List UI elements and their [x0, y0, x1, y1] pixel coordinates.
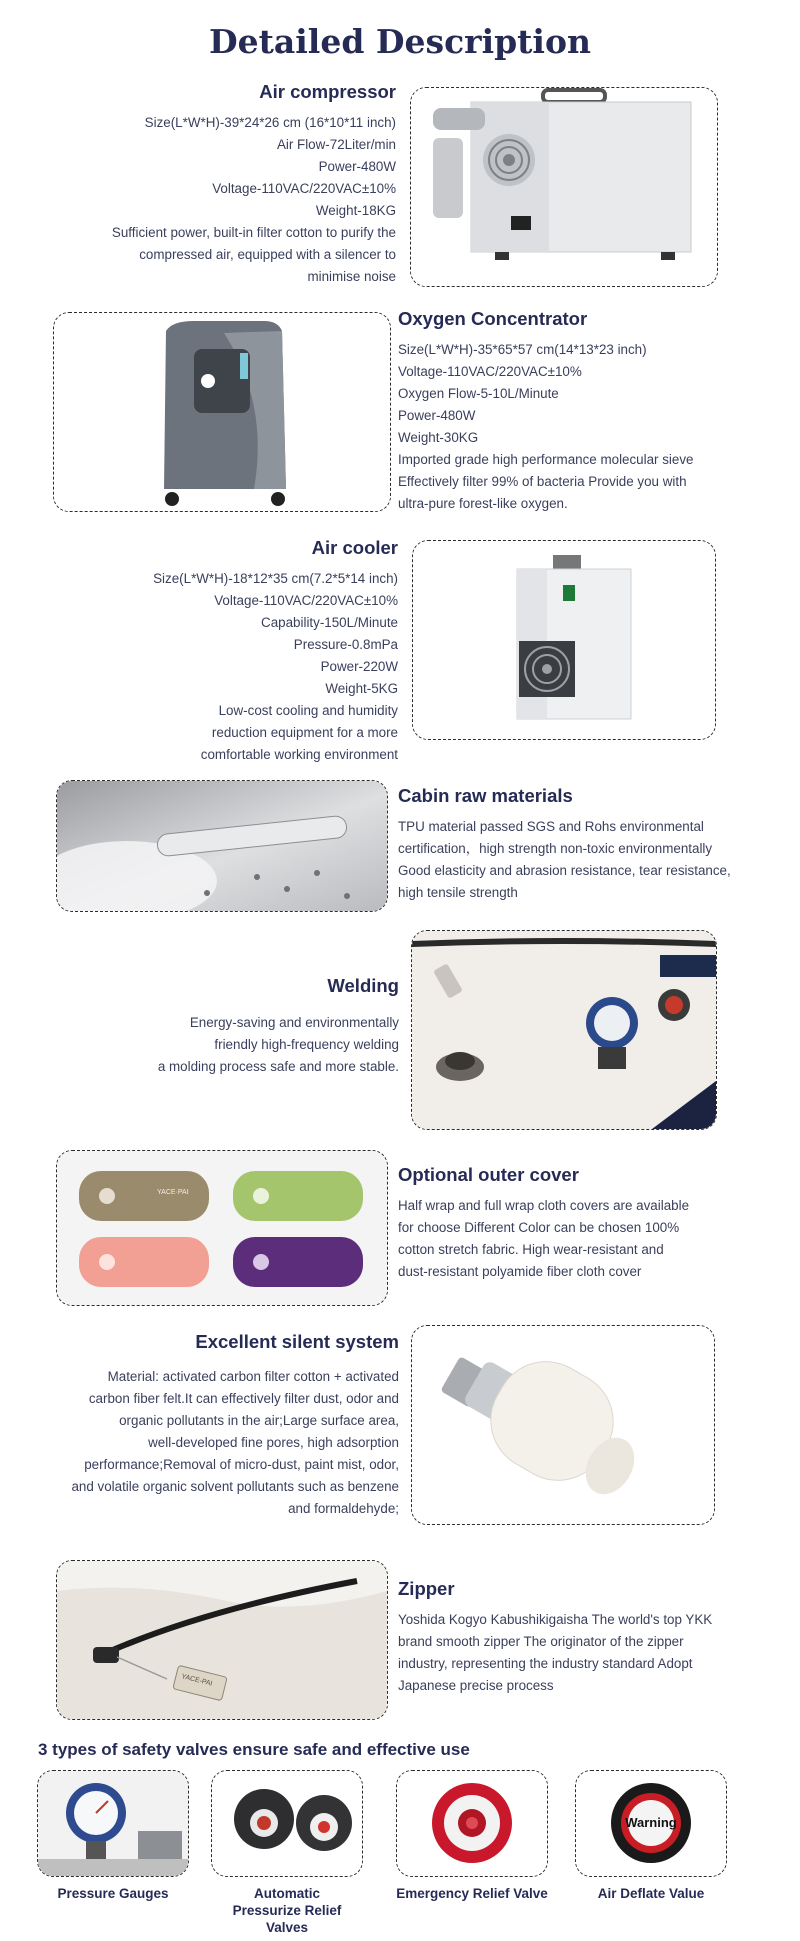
spec-line: Power-220W — [320, 659, 398, 674]
zipper-heading: Zipper — [398, 1578, 455, 1599]
warning-label: Warning — [625, 1815, 677, 1830]
oxygen-concentrator-image — [53, 312, 391, 512]
pressure-gauge-image — [37, 1770, 189, 1877]
silent-system-heading: Excellent silent system — [195, 1331, 399, 1352]
silencer-image — [411, 1325, 715, 1525]
outer-cover-image — [56, 1150, 388, 1306]
desc-line: reduction equipment for a more — [211, 725, 398, 740]
desc-line: Sufficient power, built-in filter cotton to purify the — [111, 225, 396, 240]
valve-label-pressure-gauges — [37, 1885, 189, 1902]
spec-line: Voltage-110VAC/220VAC±10% — [214, 593, 398, 608]
spec-line: Size(L*W*H)-35*65*57 cm(14*13*23 inch) — [398, 342, 647, 357]
spec-line: Weight-30KG — [398, 430, 479, 445]
valve-label-automatic — [211, 1885, 363, 1936]
desc-line: dust-resistant polyamide fiber cloth cover — [398, 1264, 642, 1279]
desc-line: certification，high strength non-toxic environmentally — [398, 841, 713, 856]
air-cooler-heading: Air cooler — [311, 537, 398, 558]
desc-line: Imported grade high performance molecular sieve — [398, 452, 694, 467]
valve-automatic-relief — [211, 1770, 363, 1936]
safety-valves-title: 3 types of safety valves ensure safe and effective use — [38, 1740, 470, 1759]
zipper-text — [398, 1577, 788, 1697]
desc-line: carbon fiber felt.It can effectively filter dust, odor and — [88, 1391, 399, 1406]
desc-line: Half wrap and full wrap cloth covers are available — [398, 1198, 690, 1213]
spec-line: Power-480W — [318, 159, 396, 174]
welding-image — [411, 930, 717, 1130]
air-deflate-valve-image — [575, 1770, 727, 1877]
zipper-tag-brand: YACE-PAI — [180, 1673, 214, 1688]
desc-line: performance;Removal of micro-dust, paint mist, odor, — [84, 1457, 399, 1472]
desc-line: Low-cost cooling and humidity — [218, 703, 398, 718]
desc-line: and formaldehyde; — [288, 1501, 399, 1516]
spec-line: Capability-150L/Minute — [261, 615, 398, 630]
spec-line: Voltage-110VAC/220VAC±10% — [212, 181, 396, 196]
valve-label-line: Emergency Relief Valve — [396, 1886, 548, 1901]
desc-line: for choose Different Color can be chosen 100% — [398, 1220, 680, 1235]
desc-line: high tensile strength — [398, 885, 518, 900]
desc-line: Energy-saving and environmentally — [189, 1015, 399, 1030]
zipper-image — [56, 1560, 388, 1720]
cabin-raw-materials-image — [56, 780, 388, 912]
desc-line: compressed air, equipped with a silencer to — [139, 247, 396, 262]
air-cooler-image — [412, 540, 716, 740]
automatic-relief-valve-image — [211, 1770, 363, 1877]
air-cooler-text — [38, 536, 398, 766]
spec-line: Pressure-0.8mPa — [293, 637, 398, 652]
desc-line: and volatile organic solvent pollutants such as benzene — [71, 1479, 399, 1494]
welding-heading: Welding — [327, 975, 399, 996]
spec-line: Oxygen Flow-5-10L/Minute — [398, 386, 559, 401]
valve-emergency-relief — [396, 1770, 548, 1902]
air-compressor-heading: Air compressor — [259, 81, 396, 102]
desc-line: minimise noise — [307, 269, 396, 284]
outer-cover-text — [398, 1163, 788, 1283]
spec-line: Weight-18KG — [315, 203, 396, 218]
spec-line: Power-480W — [398, 408, 476, 423]
valve-label-line: Automatic — [253, 1886, 320, 1901]
silent-system-text — [19, 1330, 399, 1520]
desc-line: brand smooth zipper The originator of the zipper — [398, 1634, 684, 1649]
valve-label-air-deflate — [575, 1885, 727, 1902]
desc-line: Japanese precise process — [398, 1678, 554, 1693]
outer-cover-heading: Optional outer cover — [398, 1164, 579, 1185]
spec-line: Air Flow-72Liter/min — [276, 137, 396, 152]
valve-air-deflate — [575, 1770, 727, 1902]
desc-line: friendly high-frequency welding — [214, 1037, 399, 1052]
desc-line: cotton stretch fabric. High wear-resistant and — [398, 1242, 664, 1257]
spec-line: Voltage-110VAC/220VAC±10% — [398, 364, 582, 379]
desc-line: ultra-pure forest-like oxygen. — [398, 496, 568, 511]
desc-line: a molding process safe and more stable. — [157, 1059, 399, 1074]
spec-line: Size(L*W*H)-18*12*35 cm(7.2*5*14 inch) — [153, 571, 398, 586]
desc-line: TPU material passed SGS and Rohs environmental — [398, 819, 704, 834]
oxygen-concentrator-heading: Oxygen Concentrator — [398, 308, 588, 329]
desc-line: Material: activated carbon filter cotton + activated — [107, 1369, 399, 1384]
desc-line: industry, representing the industry standard Adopt — [398, 1656, 693, 1671]
air-compressor-image — [410, 87, 718, 287]
valve-label-line: Air Deflate Value — [597, 1886, 705, 1901]
oxygen-concentrator-text — [398, 307, 778, 515]
valve-label-emergency — [396, 1885, 548, 1902]
valve-label-line: Pressure Gauges — [57, 1886, 169, 1901]
desc-line: Effectively filter 99% of bacteria Provide you with — [398, 474, 687, 489]
cabin-raw-materials-text — [398, 784, 788, 904]
desc-line: Good elasticity and abrasion resistance, tear resistance, — [398, 863, 731, 878]
cover-brand-label: YACE·PAI — [157, 1189, 189, 1196]
desc-line: comfortable working environment — [200, 747, 398, 762]
desc-line: Yoshida Kogyo Kabushikigaisha The world's top YKK — [398, 1612, 713, 1627]
valve-label-line: Pressurize Relief Valves — [232, 1903, 342, 1935]
welding-text — [39, 974, 399, 1078]
spec-line: Weight-5KG — [325, 681, 398, 696]
spec-line: Size(L*W*H)-39*24*26 cm (16*10*11 inch) — [144, 115, 396, 130]
emergency-relief-valve-image — [396, 1770, 548, 1877]
page-title: Detailed Description — [209, 22, 591, 61]
valve-pressure-gauges — [37, 1770, 189, 1902]
desc-line: well-developed fine pores, high adsorption — [148, 1435, 399, 1450]
desc-line: organic pollutants in the air;Large surface area, — [119, 1413, 399, 1428]
air-compressor-text — [36, 80, 396, 288]
cabin-raw-materials-heading: Cabin raw materials — [398, 785, 573, 806]
